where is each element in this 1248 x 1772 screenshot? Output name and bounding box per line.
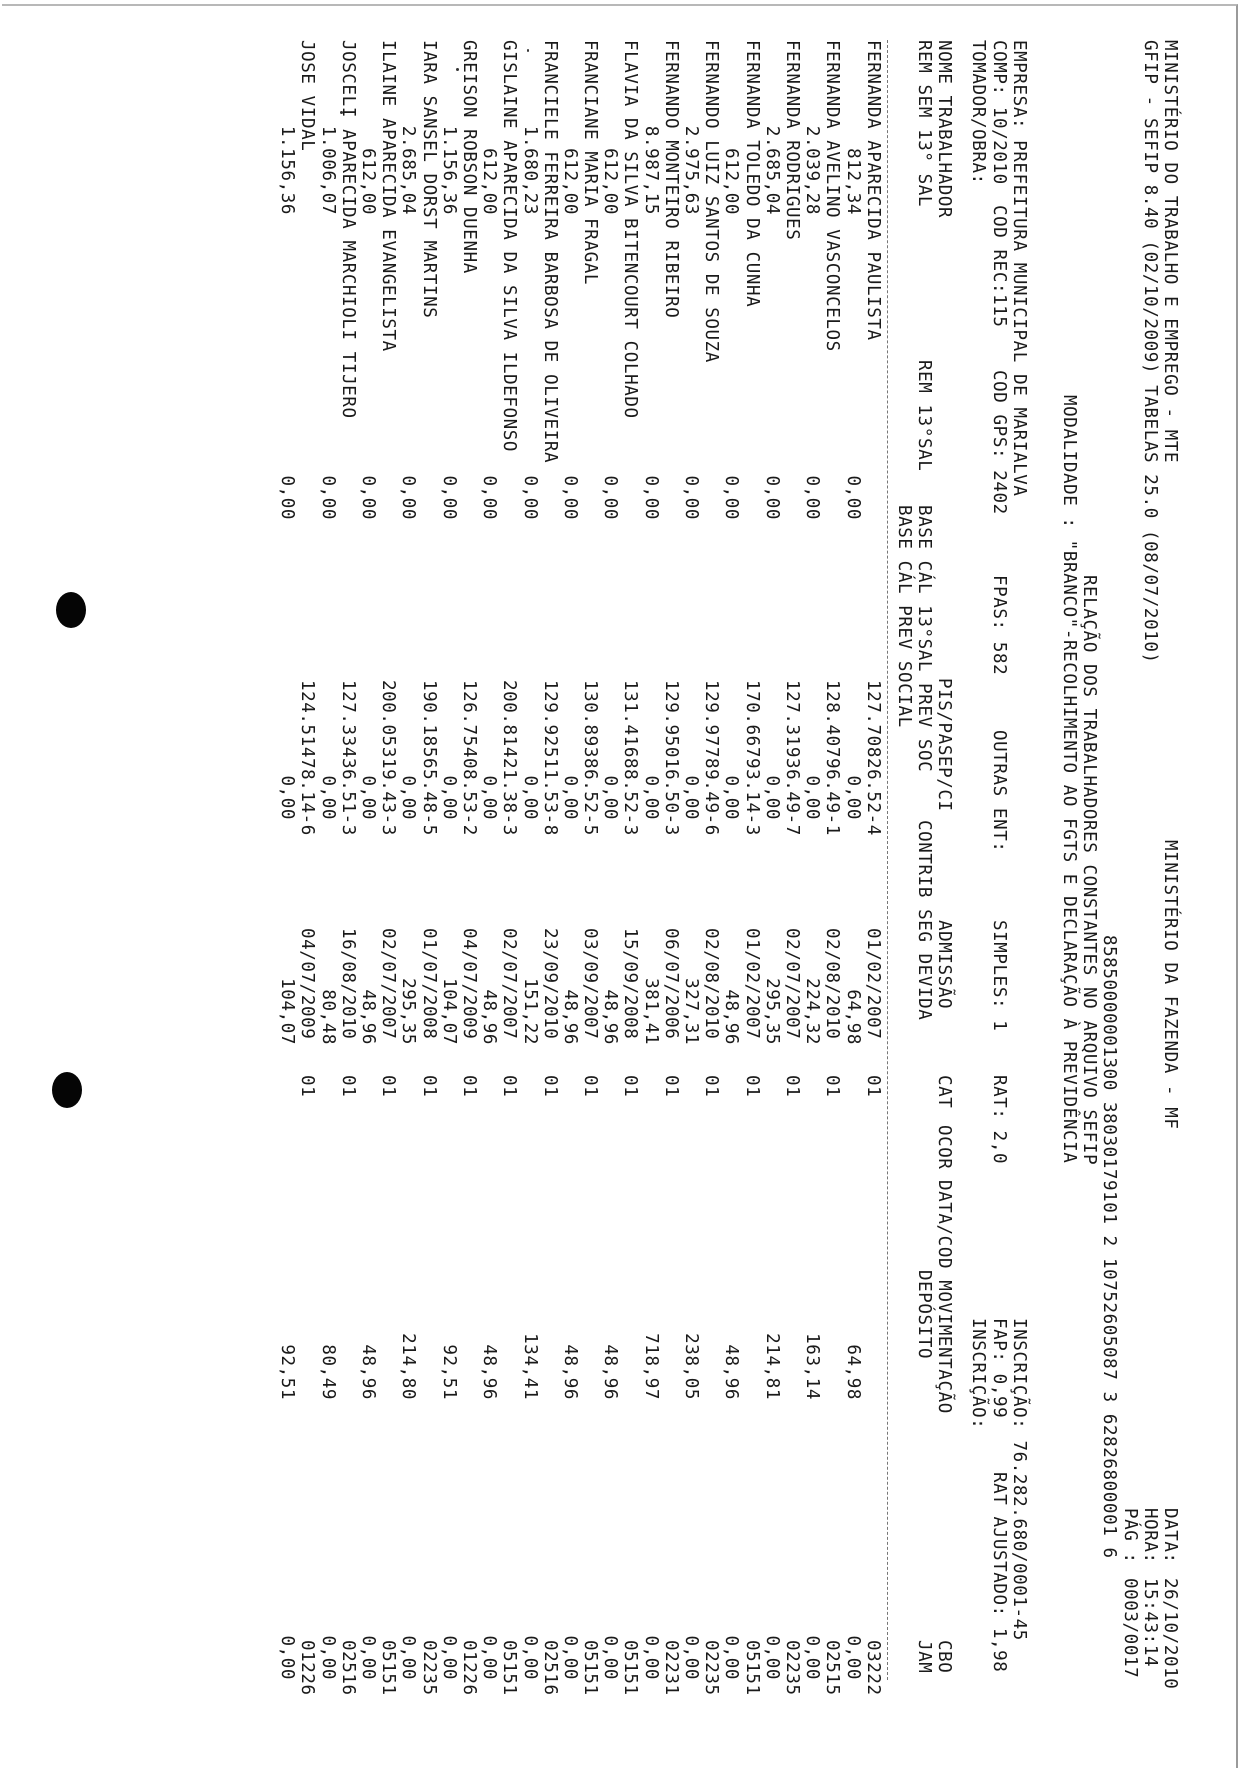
worker-contrib: 381,41 xyxy=(640,978,661,1045)
punch-hole-top xyxy=(56,592,86,628)
company-line-1 xyxy=(1009,40,1029,1740)
worker-pis: 127.70826.52-4 xyxy=(862,680,883,836)
col-base-13: BASE CÁL 13°SAL PREV SOC xyxy=(914,505,935,773)
worker-name: GREISON ROBSON DUENHA xyxy=(459,40,479,274)
worker-jam: 0,00 xyxy=(640,1635,661,1680)
worker-rem13: 0,00 xyxy=(358,475,379,520)
worker-row xyxy=(741,40,761,1740)
worker-pis: 126.75408.53-2 xyxy=(459,680,479,836)
worker-name: FLAVIA DA SILVA BITENCOURT COLHADO xyxy=(620,40,641,419)
worker-cat: 01 xyxy=(660,1075,681,1098)
worker-deposito: 238,05 xyxy=(681,1333,702,1400)
worker-deposito: 214,81 xyxy=(761,1333,782,1400)
worker-name: JOSCELI APARECIDA MARCHIOLI TIJERO xyxy=(337,40,358,419)
worker-pis: 127.33436.51-3 xyxy=(337,680,358,836)
worker-admissao: 16/08/2010 xyxy=(337,928,358,1040)
worker-pis: 129.95016.50-3 xyxy=(660,680,681,836)
worker-admissao: 02/07/2007 xyxy=(499,928,520,1040)
company-inscricao: INSCRIÇÃO: 76.282.680/0001-45 xyxy=(1008,1318,1029,1641)
worker-base13: 0,00 xyxy=(842,775,863,820)
worker-cat: 01 xyxy=(782,1075,802,1098)
worker-rem: 2.975,63 xyxy=(681,125,702,215)
worker-contrib: 295,35 xyxy=(398,978,419,1045)
worker-name: FERNANDA AVELINO VASCONCELOS xyxy=(822,40,843,352)
worker-rem13: 0,00 xyxy=(721,475,742,520)
worker-contrib: 48,96 xyxy=(358,989,379,1045)
worker-pis: 129.92511.53-8 xyxy=(539,680,560,836)
barcode-number: 85850000001300 38030179101 2 10752605087 3 62826800001 6 xyxy=(1099,935,1120,1559)
simples: SIMPLES: 1 xyxy=(988,920,1009,1032)
company-line-3 xyxy=(968,40,988,1740)
worker-cbo: 01226 xyxy=(297,1640,318,1696)
worker-base13: 0,00 xyxy=(479,775,500,820)
worker-base13: 0,00 xyxy=(398,775,419,820)
worker-cat: 01 xyxy=(741,1075,762,1098)
ministry-mf: MINISTÉRIO DA FAZENDA - MF xyxy=(1160,840,1180,1130)
worker-pis: 170.66793.14-3 xyxy=(741,680,762,836)
worker-cbo: 02235 xyxy=(418,1640,439,1696)
worker-jam: 0,00 xyxy=(438,1635,459,1680)
worker-pis: 128.40796.49-1 xyxy=(822,680,843,836)
worker-rem13: 0,00 xyxy=(438,475,459,520)
worker-values-row xyxy=(600,40,620,1740)
time-value: 15:43:14 xyxy=(1139,1578,1160,1668)
worker-rem13: 0,00 xyxy=(479,475,500,520)
worker-jam: 0,00 xyxy=(761,1635,782,1680)
worker-deposito: 134,41 xyxy=(519,1333,540,1400)
worker-cbo: 02235 xyxy=(701,1640,722,1696)
worker-cat: 01 xyxy=(620,1075,641,1098)
worker-cat: 01 xyxy=(862,1075,883,1098)
worker-contrib: 104,07 xyxy=(277,978,298,1045)
column-header-line-2 xyxy=(914,40,934,1740)
worker-rem: 2.685,04 xyxy=(761,125,782,215)
company-name: EMPRESA: PREFEITURA MUNICIPAL DE MARIALVA xyxy=(1008,40,1029,497)
date-value: 26/10/2010 xyxy=(1160,1578,1180,1690)
worker-jam: 0,00 xyxy=(519,1635,540,1680)
worker-base13: 0,00 xyxy=(559,775,580,820)
workers-table xyxy=(277,40,883,1740)
title-line xyxy=(1079,40,1099,1740)
worker-values-row xyxy=(560,40,580,1740)
worker-rem13: 0,00 xyxy=(842,475,863,520)
worker-name: FERNANDA TOLEDO DA CUNHA xyxy=(741,40,762,308)
worker-admissao: 01/07/2008 xyxy=(418,928,439,1040)
worker-pis: 129.97789.49-6 xyxy=(701,680,722,836)
header-line-2 xyxy=(1140,40,1160,1740)
worker-admissao: 06/07/2006 xyxy=(660,928,681,1040)
worker-row xyxy=(701,40,721,1740)
col-base-prev: BASE CÁL PREV SOCIAL xyxy=(893,505,914,728)
worker-admissao: 15/09/2008 xyxy=(620,928,641,1040)
worker-base13: 0,00 xyxy=(802,775,823,820)
worker-base13: 0,00 xyxy=(600,775,621,820)
worker-pis: 127.31936.49-7 xyxy=(782,680,802,836)
worker-base13: 0,00 xyxy=(438,775,459,820)
worker-rem: 612,00 xyxy=(479,148,500,215)
worker-jam: 0,00 xyxy=(842,1635,863,1680)
worker-name: ILAINE APARECIDA EVANGELISTA xyxy=(378,40,399,352)
worker-values-row xyxy=(802,40,822,1740)
worker-row xyxy=(661,40,681,1740)
worker-deposito: 48,96 xyxy=(600,1344,621,1400)
worker-rem13: 0,00 xyxy=(519,475,540,520)
worker-admissao: 01/02/2007 xyxy=(862,928,883,1040)
modality-line xyxy=(1059,40,1079,1740)
worker-pis: 130.89386.52-5 xyxy=(580,680,601,836)
header-line-3 xyxy=(1119,40,1139,1740)
col-rem-sem: REM SEM 13° SAL xyxy=(914,40,935,208)
worker-admissao: 03/09/2007 xyxy=(580,928,601,1040)
worker-cat: 01 xyxy=(539,1075,560,1098)
worker-values-row xyxy=(318,40,338,1740)
worker-admissao: 02/08/2010 xyxy=(822,928,843,1040)
worker-pis: 124.51478.14-6 xyxy=(297,680,318,836)
worker-base13: 0,00 xyxy=(358,775,379,820)
worker-rem: 1.006,07 xyxy=(317,125,338,215)
worker-rem13: 0,00 xyxy=(761,475,782,520)
worker-values-row xyxy=(842,40,862,1740)
worker-row xyxy=(580,40,600,1740)
worker-rem13: 0,00 xyxy=(398,475,419,520)
report-modality: MODALIDADE : "BRANCO"-RECOLHIMENTO AO FGTS E DECLARAÇÃO À PREVIDÊNCIA xyxy=(1059,395,1080,1164)
worker-rem13: 0,00 xyxy=(802,475,823,520)
company-line-2 xyxy=(989,40,1009,1740)
worker-cbo: 05151 xyxy=(499,1640,520,1696)
worker-jam: 0,00 xyxy=(398,1635,419,1680)
worker-values-row xyxy=(681,40,701,1740)
worker-row xyxy=(863,40,883,1740)
worker-row xyxy=(338,40,358,1740)
worker-deposito: 214,80 xyxy=(398,1333,419,1400)
worker-contrib: 48,96 xyxy=(479,989,500,1045)
worker-deposito: 718,97 xyxy=(640,1333,661,1400)
worker-values-row xyxy=(641,40,661,1740)
worker-jam: 0,00 xyxy=(317,1635,338,1680)
header-divider xyxy=(887,40,888,1680)
worker-rem13: 0,00 xyxy=(600,475,621,520)
worker-deposito: 163,14 xyxy=(802,1333,823,1400)
page-value: 0003/0017 xyxy=(1119,1578,1140,1679)
worker-values-row xyxy=(721,40,741,1740)
worker-cat: 01 xyxy=(459,1075,479,1098)
worker-jam: 0,00 xyxy=(721,1635,742,1680)
worker-rem13: 0,00 xyxy=(277,475,298,520)
worker-base13: 0,00 xyxy=(721,775,742,820)
worker-row xyxy=(499,40,519,1740)
worker-jam: 0,00 xyxy=(559,1635,580,1680)
worker-name: JOSE VIDAL xyxy=(297,40,318,152)
worker-values-row xyxy=(439,40,459,1740)
worker-values-row xyxy=(519,40,539,1740)
worker-row xyxy=(540,40,560,1740)
worker-jam: 0,00 xyxy=(479,1635,500,1680)
worker-pis: 131.41688.52-3 xyxy=(620,680,641,836)
worker-contrib: 327,31 xyxy=(681,978,702,1045)
col-admissao: ADMISSÃO xyxy=(934,920,955,1010)
worker-name: FERNANDA RODRIGUES xyxy=(782,40,802,241)
worker-admissao: 02/07/2007 xyxy=(378,928,399,1040)
col-rem-13: REM 13°SAL xyxy=(914,360,935,472)
worker-row xyxy=(459,40,479,1740)
col-contrib: CONTRIB SEG DEVIDA xyxy=(914,820,935,1021)
worker-values-row xyxy=(277,40,297,1740)
worker-contrib: 48,96 xyxy=(721,989,742,1045)
worker-contrib: 64,98 xyxy=(842,989,863,1045)
worker-cbo: 02515 xyxy=(822,1640,843,1696)
worker-deposito: 48,96 xyxy=(358,1344,379,1400)
outras-ent: OUTRAS ENT: xyxy=(988,730,1009,853)
page-label: PÁG : xyxy=(1119,1508,1140,1564)
worker-deposito: 92,51 xyxy=(438,1344,459,1400)
time-label: HORA: xyxy=(1139,1508,1160,1564)
col-deposito: DEPÓSITO xyxy=(914,1270,935,1360)
worker-rem13: 0,00 xyxy=(317,475,338,520)
worker-rem: 1.156,36 xyxy=(438,125,459,215)
rat-ajustado: RAT AJUSTADO: 1,98 xyxy=(988,1472,1009,1673)
worker-rem: 8.987,15 xyxy=(640,125,661,215)
worker-pis: 200.05319.43-3 xyxy=(378,680,399,836)
worker-cbo: 02231 xyxy=(660,1640,681,1696)
worker-rem: 612,00 xyxy=(358,148,379,215)
worker-pis: 190.18565.48-5 xyxy=(418,680,439,836)
worker-row xyxy=(378,40,398,1740)
cod-gps: COD GPS: 2402 xyxy=(988,370,1009,515)
worker-admissao: 02/08/2010 xyxy=(701,928,722,1040)
worker-contrib: 224,32 xyxy=(802,978,823,1045)
worker-cat: 01 xyxy=(499,1075,520,1098)
fap: FAP: 0,99 xyxy=(988,1318,1009,1419)
worker-values-row xyxy=(762,40,782,1740)
worker-deposito: 48,96 xyxy=(479,1344,500,1400)
col-cbo: CBO xyxy=(934,1640,955,1674)
worker-cat: 01 xyxy=(297,1075,318,1098)
punch-hole-bottom xyxy=(52,1072,82,1108)
worker-row xyxy=(782,40,802,1740)
worker-deposito: 64,98 xyxy=(842,1344,863,1400)
worker-cbo: 05151 xyxy=(620,1640,641,1696)
worker-base13: 0,00 xyxy=(317,775,338,820)
col-jam: JAM xyxy=(914,1640,935,1674)
worker-rem: 2.039,28 xyxy=(802,125,823,215)
worker-jam: 0,00 xyxy=(802,1635,823,1680)
worker-contrib: 48,96 xyxy=(600,989,621,1045)
worker-deposito: 48,96 xyxy=(721,1344,742,1400)
worker-deposito: 92,51 xyxy=(277,1344,298,1400)
worker-name: FRANCIELE FERREIRA BARBOSA DE OLIVEIRA xyxy=(539,40,560,464)
worker-contrib: 151,22 xyxy=(519,978,540,1045)
worker-cat: 01 xyxy=(337,1075,358,1098)
worker-base13: 0,00 xyxy=(681,775,702,820)
col-pis: PIS/PASEP/CI xyxy=(934,678,955,812)
tomador-inscricao: INSCRIÇÃO: xyxy=(968,1318,989,1430)
date-label: DATA: xyxy=(1160,1508,1180,1564)
worker-values-row xyxy=(479,40,499,1740)
worker-row xyxy=(418,40,438,1740)
header-line-1 xyxy=(1160,40,1180,1740)
worker-rem: 1.156,36 xyxy=(277,125,298,215)
worker-contrib: 80,48 xyxy=(317,989,338,1045)
worker-contrib: 48,96 xyxy=(559,989,580,1045)
worker-admissao: 04/07/2009 xyxy=(459,928,479,1040)
col-mov: DATA/COD MOVIMENTAÇÃO xyxy=(934,1180,955,1414)
fpas: FPAS: 582 xyxy=(988,575,1009,676)
worker-cat: 01 xyxy=(822,1075,843,1098)
worker-rem: 812,34 xyxy=(842,148,863,215)
worker-name: FERNANDO MONTEIRO RIBEIRO xyxy=(660,40,681,319)
worker-jam: 0,00 xyxy=(681,1635,702,1680)
worker-name: FERNANDO LUIZ SANTOS DE SOUZA xyxy=(701,40,722,363)
barcode-line xyxy=(1099,40,1119,1740)
worker-base13: 0,00 xyxy=(640,775,661,820)
worker-jam: 0,00 xyxy=(600,1635,621,1680)
worker-rem: 612,00 xyxy=(600,148,621,215)
worker-rem: 2.685,04 xyxy=(398,125,419,215)
worker-cbo: 02235 xyxy=(782,1640,802,1696)
worker-cbo: 02516 xyxy=(337,1640,358,1696)
worker-cat: 01 xyxy=(418,1075,439,1098)
worker-rem: 612,00 xyxy=(559,148,580,215)
worker-pis: 200.81421.38-3 xyxy=(499,680,520,836)
worker-cbo: 05151 xyxy=(741,1640,762,1696)
worker-deposito: 80,49 xyxy=(317,1344,338,1400)
worker-values-row xyxy=(398,40,418,1740)
col-nome: NOME TRABALHADOR xyxy=(934,40,955,219)
rat: RAT: 2,0 xyxy=(988,1075,1009,1165)
worker-cbo: 05151 xyxy=(580,1640,601,1696)
worker-rem: 1.680,23 xyxy=(519,125,540,215)
worker-base13: 0,00 xyxy=(277,775,298,820)
report-title: RELAÇÃO DOS TRABALHADORES CONSTANTES NO ARQUIVO SEFIP xyxy=(1079,575,1100,1166)
worker-name: FRANCIANE MARIA FRAGAL xyxy=(580,40,601,285)
worker-row xyxy=(620,40,640,1740)
worker-cbo: 03222 xyxy=(862,1640,883,1696)
worker-name: GISLAINE APARECIDA DA SILVA ILDEFONSO xyxy=(499,40,520,453)
worker-admissao: 01/02/2007 xyxy=(741,928,762,1040)
worker-deposito: 48,96 xyxy=(559,1344,580,1400)
cod-rec: COD REC:115 xyxy=(988,205,1009,328)
sefip-report xyxy=(180,40,1180,1740)
col-ocor: OCOR xyxy=(934,1125,955,1170)
worker-name: IARA SANSEL DORST MARTINS xyxy=(418,40,439,319)
worker-cbo: 01226 xyxy=(459,1640,479,1696)
worker-cbo: 05151 xyxy=(378,1640,399,1696)
worker-admissao: 04/07/2009 xyxy=(297,928,318,1040)
worker-row xyxy=(297,40,317,1740)
worker-base13: 0,00 xyxy=(519,775,540,820)
column-header-line-1 xyxy=(934,40,954,1740)
worker-rem: 612,00 xyxy=(721,148,742,215)
worker-cat: 01 xyxy=(580,1075,601,1098)
worker-jam: 0,00 xyxy=(358,1635,379,1680)
worker-cat: 01 xyxy=(701,1075,722,1098)
comp-period: COMP: 10/2010 xyxy=(988,40,1009,185)
worker-row xyxy=(822,40,842,1740)
worker-contrib: 104,07 xyxy=(438,978,459,1045)
worker-rem13: 0,00 xyxy=(681,475,702,520)
worker-contrib: 295,35 xyxy=(761,978,782,1045)
worker-cbo: 02516 xyxy=(539,1640,560,1696)
worker-values-row xyxy=(358,40,378,1740)
worker-admissao: 23/09/2010 xyxy=(539,928,560,1040)
tomador-obra: TOMADOR/OBRA: xyxy=(968,40,989,185)
worker-name: FERNANDA APARECIDA PAULISTA xyxy=(862,40,883,341)
worker-jam: 0,00 xyxy=(277,1635,298,1680)
worker-rem13: 0,00 xyxy=(640,475,661,520)
worker-cat: 01 xyxy=(378,1075,399,1098)
worker-rem13: 0,00 xyxy=(559,475,580,520)
ministry-mte: MINISTÉRIO DO TRABALHO E EMPREGO - MTE xyxy=(1160,40,1180,464)
worker-base13: 0,00 xyxy=(761,775,782,820)
worker-admissao: 02/07/2007 xyxy=(782,928,802,1040)
column-header-line-3 xyxy=(894,40,914,1740)
col-cat: CAT xyxy=(934,1075,955,1109)
system-version: GFIP - SEFIP 8.40 (02/10/2009) TABELAS 25.0 (08/07/2010) xyxy=(1139,40,1160,664)
